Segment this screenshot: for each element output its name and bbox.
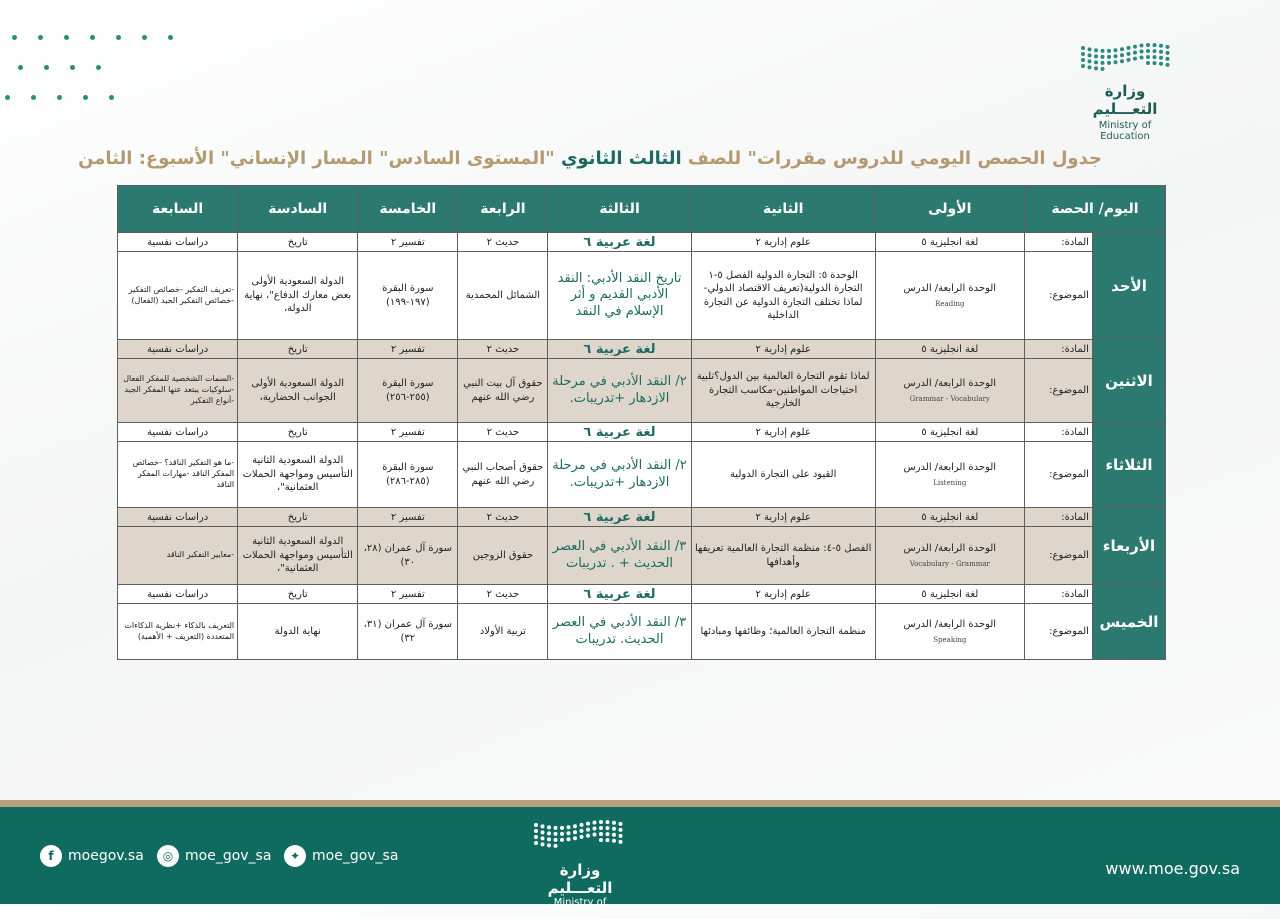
topic-cell	[548, 442, 691, 508]
logo-dot	[541, 836, 545, 840]
logo-dot	[1081, 52, 1085, 56]
subject-row	[118, 585, 1166, 604]
logo-dot	[534, 841, 538, 845]
logo-dot	[554, 832, 558, 836]
header-day-period: اليوم/ الحصة	[1024, 186, 1165, 233]
subject-cell: علوم إدارية ٢	[691, 423, 875, 442]
topic-text: منظمة التجارة العالمية؛ وظائفها ومبادئها	[700, 625, 866, 637]
logo-dot	[586, 834, 590, 838]
subject-label: المادة:	[1024, 585, 1092, 604]
subject-cell: تفسير ٢	[358, 423, 458, 442]
logo-dot	[1101, 49, 1105, 53]
english-skill: Grammar - Vocabulary	[909, 394, 990, 403]
topic-text: سورة البقرة (٢٥٥-٢٥٦)	[382, 378, 434, 403]
logo-dot	[612, 827, 616, 831]
logo-dot	[1094, 60, 1098, 64]
logo-dot	[1159, 62, 1163, 66]
topic-text: -تعريف التفكير -خصائص التفكير -خصائص التفكير الجيد (الفعال)	[128, 284, 235, 305]
website-link[interactable]: www.moe.gov.sa	[1105, 859, 1240, 878]
dot	[5, 95, 10, 100]
logo-dot	[580, 829, 584, 833]
footer-logo-icon	[530, 819, 630, 853]
topic-cell	[118, 604, 238, 660]
subject-cell: تفسير ٢	[358, 233, 458, 252]
table-header-row	[118, 186, 1166, 233]
logo-dot	[560, 826, 564, 830]
topic-text: الوحدة الرابعة/ الدرس	[903, 543, 997, 555]
topic-text: تربية الأولاد	[479, 625, 526, 637]
topic-cell	[548, 252, 691, 340]
dot	[57, 95, 62, 100]
topic-cell	[691, 527, 875, 585]
dot	[83, 95, 88, 100]
topic-cell	[358, 604, 458, 660]
logo-dot	[1094, 54, 1098, 58]
subject-cell: دراسات نفسية	[118, 508, 238, 527]
logo-dot	[1081, 64, 1085, 68]
logo-dot	[1088, 59, 1092, 63]
logo-dot	[1146, 43, 1150, 47]
logo-dot	[1094, 48, 1098, 52]
logo-dot	[612, 821, 616, 825]
topic-text: تاريخ النقد الأدبي: النقد الأدبي القديم و أثر الإسلام في النقد	[557, 271, 682, 319]
logo-dot	[534, 835, 538, 839]
header-period-5: الخامسة	[358, 186, 458, 233]
logo-dot	[1081, 46, 1085, 50]
topic-cell	[238, 442, 358, 508]
subject-cell: علوم إدارية ٢	[691, 233, 875, 252]
logo-dot	[1120, 53, 1124, 57]
topic-cell	[358, 527, 458, 585]
topic-text: -ما هو التفكير الناقد؟ -خصائص المفكر الناقد -مهارات المفكر الناقد	[132, 458, 235, 489]
topic-text: الفصل ٥-٤: منظمة التجارة العالمية تعريفها وأهدافها	[694, 543, 872, 568]
topic-text: سورة آل عمران (٣١، ٣٢)	[363, 619, 453, 644]
logo-dot	[1088, 47, 1092, 51]
logo-dot	[599, 832, 603, 836]
logo-dot	[599, 820, 603, 824]
topic-row	[118, 604, 1166, 660]
logo-dot	[1159, 50, 1163, 54]
subject-cell: دراسات نفسية	[118, 423, 238, 442]
logo-dot	[1153, 61, 1157, 65]
topic-text: الوحدة الرابعة/ الدرس	[903, 378, 997, 390]
logo-dot	[1140, 44, 1144, 48]
logo-dot	[1120, 59, 1124, 63]
logo-dot	[573, 836, 577, 840]
dot	[109, 95, 114, 100]
subject-cell: تاريخ	[238, 508, 358, 527]
topic-cell	[691, 359, 875, 423]
day-cell: الأربعاء	[1092, 508, 1165, 585]
logo-dot	[547, 831, 551, 835]
logo-dot	[1140, 50, 1144, 54]
logo-dot	[612, 839, 616, 843]
topic-cell	[118, 442, 238, 508]
topic-cell	[691, 442, 875, 508]
logo-dot	[1107, 61, 1111, 65]
topic-text: نهاية الدولة	[274, 625, 321, 637]
topic-cell	[548, 359, 691, 423]
logo-dot	[580, 835, 584, 839]
topic-text: الدولة السعودية الأولى بعض معارك الدفاع"، نهاية الدولة،	[244, 276, 352, 315]
footer-logo	[530, 819, 630, 919]
topic-text: الشمائل المحمدية	[465, 289, 541, 301]
topic-text: الوحدة ٥: التجارة الدولية الفصل ٥-١ التجارة الدولية(تعريف الاقتصاد الدولي-لماذا تختلف التجارة الدولية عن التجارة الداخلية	[703, 269, 863, 321]
topic-text: حقوق الزوجين	[472, 549, 534, 561]
dot	[90, 35, 95, 40]
day-cell: الأحد	[1092, 233, 1165, 340]
logo-dot	[547, 825, 551, 829]
instagram-link[interactable]: ◎ moe_gov_sa	[157, 845, 271, 867]
header-period-6: السادسة	[238, 186, 358, 233]
subject-row	[118, 508, 1166, 527]
topic-label: الموضوع:	[1024, 604, 1092, 660]
topic-text: ٣/ النقد الأدبي في العصر الحديث. تدريبات	[552, 615, 687, 647]
topic-cell	[691, 252, 875, 340]
logo-dot	[567, 837, 571, 841]
logo-dot	[567, 825, 571, 829]
page-title: جدول الحصص اليومي للدروس مقررات" للصف الثالث الثانوي "المستوى السادس" المسار الإنساني" الأسبوع: الثامن	[78, 148, 1102, 169]
logo-dot	[1146, 55, 1150, 59]
logo-dot	[1166, 51, 1170, 55]
logo-dot	[534, 823, 538, 827]
topic-row	[118, 359, 1166, 423]
day-cell: الخميس	[1092, 585, 1165, 660]
logo-dot	[1107, 49, 1111, 53]
logo-dot	[1081, 58, 1085, 62]
logo-dot	[1159, 44, 1163, 48]
logo-dot	[1146, 61, 1150, 65]
subject-cell: تفسير ٢	[358, 340, 458, 359]
logo-dot	[1114, 60, 1118, 64]
logo-dot	[619, 840, 623, 844]
english-skill: Listening	[933, 478, 967, 487]
subject-cell: لغة عربية ٦	[548, 508, 691, 527]
topic-label: الموضوع:	[1024, 359, 1092, 423]
logo-dot	[541, 842, 545, 846]
logo-dot	[1101, 67, 1105, 71]
subject-cell: تاريخ	[238, 233, 358, 252]
topic-cell	[358, 252, 458, 340]
subject-cell: علوم إدارية ٢	[691, 585, 875, 604]
topic-text: التعريف بالذكاء +نظرية الذكاءات المتعددة (التعريف + الأهمية)	[124, 620, 235, 641]
logo-dot	[1127, 46, 1131, 50]
topic-cell	[358, 359, 458, 423]
topic-text: سورة البقرة (١٩٧-١٩٩)	[382, 283, 434, 308]
subject-cell: حديث ٢	[458, 585, 548, 604]
logo-dot	[1159, 56, 1163, 60]
logo-dot	[1140, 56, 1144, 60]
subject-label: المادة:	[1024, 340, 1092, 359]
subject-cell: لغة انجليزية ٥	[875, 585, 1024, 604]
logo-dot	[1094, 66, 1098, 70]
header-period-4: الرابعة	[458, 186, 548, 233]
logo-dot	[1133, 51, 1137, 55]
topic-cell	[118, 527, 238, 585]
topic-label: الموضوع:	[1024, 527, 1092, 585]
subject-label: المادة:	[1024, 233, 1092, 252]
english-skill: Reading	[935, 299, 965, 308]
logo-dot	[541, 830, 545, 834]
ministry-logo-icon	[1077, 42, 1173, 76]
subject-cell: علوم إدارية ٢	[691, 508, 875, 527]
topic-text: سورة البقرة (٢٨٥-٢٨٦)	[382, 462, 434, 487]
topic-text: حقوق أصحاب النبي رضي الله عنهم	[462, 462, 544, 487]
topic-text: الوحدة الرابعة/ الدرس	[903, 462, 997, 474]
subject-cell: لغة عربية ٦	[548, 423, 691, 442]
logo-dot	[541, 824, 545, 828]
logo-dot	[573, 824, 577, 828]
subject-cell: حديث ٢	[458, 233, 548, 252]
subject-row	[118, 423, 1166, 442]
dot	[38, 35, 43, 40]
logo-dot	[534, 829, 538, 833]
logo-dot	[547, 837, 551, 841]
twitter-icon: ✦	[284, 845, 306, 867]
logo-arabic-text: وزارة التعـــليم	[1092, 82, 1158, 118]
subject-cell: تاريخ	[238, 423, 358, 442]
subject-cell: تفسير ٢	[358, 585, 458, 604]
dot	[116, 35, 121, 40]
dot	[142, 35, 147, 40]
subject-cell: لغة عربية ٦	[548, 233, 691, 252]
topic-cell	[875, 359, 1024, 423]
ministry-logo	[1075, 42, 1175, 142]
footer	[0, 800, 1280, 919]
logo-dot	[1146, 49, 1150, 53]
logo-dot	[1153, 55, 1157, 59]
topic-cell	[458, 252, 548, 340]
subject-cell: تاريخ	[238, 340, 358, 359]
subject-cell: لغة عربية ٦	[548, 585, 691, 604]
logo-dot	[606, 838, 610, 842]
logo-dot	[1153, 43, 1157, 47]
subject-cell: لغة عربية ٦	[548, 340, 691, 359]
topic-label: الموضوع:	[1024, 442, 1092, 508]
instagram-icon: ◎	[157, 845, 179, 867]
footer-logo-english: Ministry of Education	[553, 897, 607, 919]
twitter-link[interactable]: ✦ moe_gov_sa	[284, 845, 398, 867]
day-cell: الثلاثاء	[1092, 423, 1165, 508]
logo-dot	[560, 832, 564, 836]
topic-text: -معايير التفكير الناقد	[166, 550, 235, 560]
topic-row	[118, 527, 1166, 585]
logo-dot	[1088, 65, 1092, 69]
subject-cell: تاريخ	[238, 585, 358, 604]
subject-cell: حديث ٢	[458, 508, 548, 527]
topic-cell	[458, 442, 548, 508]
logo-dot	[586, 828, 590, 832]
topic-cell	[548, 604, 691, 660]
topic-cell	[358, 442, 458, 508]
subject-label: المادة:	[1024, 423, 1092, 442]
dot	[168, 35, 173, 40]
facebook-icon: f	[40, 845, 62, 867]
subject-cell: حديث ٢	[458, 340, 548, 359]
logo-dot	[554, 838, 558, 842]
topic-cell	[238, 604, 358, 660]
topic-row	[118, 252, 1166, 340]
topic-text: الوحدة الرابعة/ الدرس	[903, 619, 997, 631]
topic-cell	[875, 252, 1024, 340]
topic-text: الدولة السعودية الأولى الجوانب الحضارية،	[251, 378, 345, 403]
subject-cell: لغة انجليزية ٥	[875, 233, 1024, 252]
subject-row	[118, 340, 1166, 359]
subject-cell: دراسات نفسية	[118, 233, 238, 252]
logo-dot	[1114, 48, 1118, 52]
topic-row	[118, 442, 1166, 508]
logo-dot	[619, 828, 623, 832]
logo-dot	[619, 834, 623, 838]
topic-text: -السمات الشخصية للمفكر الفعال -سلوكيات يبتعد عنها المفكر الجيد -أنواع التفكير	[123, 374, 235, 405]
logo-dot	[593, 827, 597, 831]
topic-cell	[875, 604, 1024, 660]
logo-dot	[573, 830, 577, 834]
logo-dot	[586, 822, 590, 826]
subject-cell: تفسير ٢	[358, 508, 458, 527]
topic-text: سورة آل عمران (٢٨، ٣٠)	[363, 543, 453, 568]
logo-dot	[554, 844, 558, 848]
subject-cell: علوم إدارية ٢	[691, 340, 875, 359]
dot	[12, 35, 17, 40]
logo-dot	[547, 843, 551, 847]
logo-dot	[619, 822, 623, 826]
logo-dot	[606, 832, 610, 836]
header-period-1: الأولى	[875, 186, 1024, 233]
logo-dot	[606, 820, 610, 824]
header-period-7: السابعة	[118, 186, 238, 233]
logo-dot	[1120, 47, 1124, 51]
topic-cell	[691, 604, 875, 660]
topic-text: الوحدة الرابعة/ الدرس	[903, 283, 997, 295]
topic-text: حقوق آل بيت النبي رضي الله عنهم	[463, 378, 543, 403]
logo-dot	[580, 823, 584, 827]
subject-cell: لغة انجليزية ٥	[875, 340, 1024, 359]
topic-cell	[238, 527, 358, 585]
logo-dot	[1166, 57, 1170, 61]
logo-dot	[554, 826, 558, 830]
logo-dot	[1114, 54, 1118, 58]
topic-text: لماذا تقوم التجارة العالمية بين الدول؟تلبية احتياجات المواطنين-مكاسب التجارة الخارجية	[696, 371, 870, 410]
schedule-table	[117, 185, 1166, 660]
logo-dot	[1166, 45, 1170, 49]
topic-cell	[238, 359, 358, 423]
topic-cell	[875, 527, 1024, 585]
topic-text: الدولة السعودية الثانية التأسيس ومواجهة الحملات العثمانية"،	[242, 455, 353, 494]
logo-dot	[1101, 61, 1105, 65]
logo-dot	[593, 833, 597, 837]
topic-text: القيود على التجارة الدولية	[729, 468, 837, 480]
logo-dot	[1127, 52, 1131, 56]
facebook-link[interactable]: f moegov.sa	[40, 845, 144, 867]
logo-english-text: Ministry of Education	[1098, 120, 1152, 142]
logo-dot	[1088, 53, 1092, 57]
dot	[31, 95, 36, 100]
topic-cell	[875, 442, 1024, 508]
dot	[44, 65, 49, 70]
topic-cell	[118, 252, 238, 340]
logo-dot	[606, 826, 610, 830]
dot	[64, 35, 69, 40]
topic-text: ٢/ النقد الأدبي في مرحلة الازدهار +تدريبات.	[552, 458, 687, 490]
subject-cell: دراسات نفسية	[118, 340, 238, 359]
topic-cell	[548, 527, 691, 585]
logo-dot	[1153, 49, 1157, 53]
footer-logo-arabic: وزارة التعـــليم	[547, 861, 613, 897]
logo-dot	[1166, 63, 1170, 67]
logo-dot	[1133, 57, 1137, 61]
subject-label: المادة:	[1024, 508, 1092, 527]
english-skill: Speaking	[933, 635, 967, 644]
topic-cell	[118, 359, 238, 423]
logo-dot	[599, 838, 603, 842]
subject-cell: لغة انجليزية ٥	[875, 423, 1024, 442]
subject-cell: حديث ٢	[458, 423, 548, 442]
logo-dot	[560, 838, 564, 842]
english-skill: Vocabulary - Grammar	[909, 559, 990, 568]
day-cell: الاثنين	[1092, 340, 1165, 423]
subject-cell: دراسات نفسية	[118, 585, 238, 604]
topic-text: ٢/ النقد الأدبي في مرحلة الازدهار +تدريبات.	[552, 374, 687, 406]
dot	[96, 65, 101, 70]
logo-dot	[1107, 55, 1111, 59]
topic-text: الدولة السعودية الثانية التأسيس ومواجهة الحملات العثمانية"،	[242, 536, 353, 575]
topic-cell	[458, 527, 548, 585]
logo-dot	[599, 826, 603, 830]
subject-row	[118, 233, 1166, 252]
header-period-3: الثالثة	[548, 186, 691, 233]
logo-dot	[1127, 58, 1131, 62]
topic-label: الموضوع:	[1024, 252, 1092, 340]
topic-cell	[458, 604, 548, 660]
logo-dot	[567, 831, 571, 835]
logo-dot	[1101, 55, 1105, 59]
subject-cell: لغة انجليزية ٥	[875, 508, 1024, 527]
topic-cell	[458, 359, 548, 423]
logo-dot	[1133, 45, 1137, 49]
logo-dot	[593, 821, 597, 825]
dot	[70, 65, 75, 70]
topic-cell	[238, 252, 358, 340]
header-period-2: الثانية	[691, 186, 875, 233]
logo-dot	[612, 833, 616, 837]
dot	[18, 65, 23, 70]
topic-text: ٣/ النقد الأدبي في العصر الحديث + . تدريبات	[552, 539, 687, 571]
